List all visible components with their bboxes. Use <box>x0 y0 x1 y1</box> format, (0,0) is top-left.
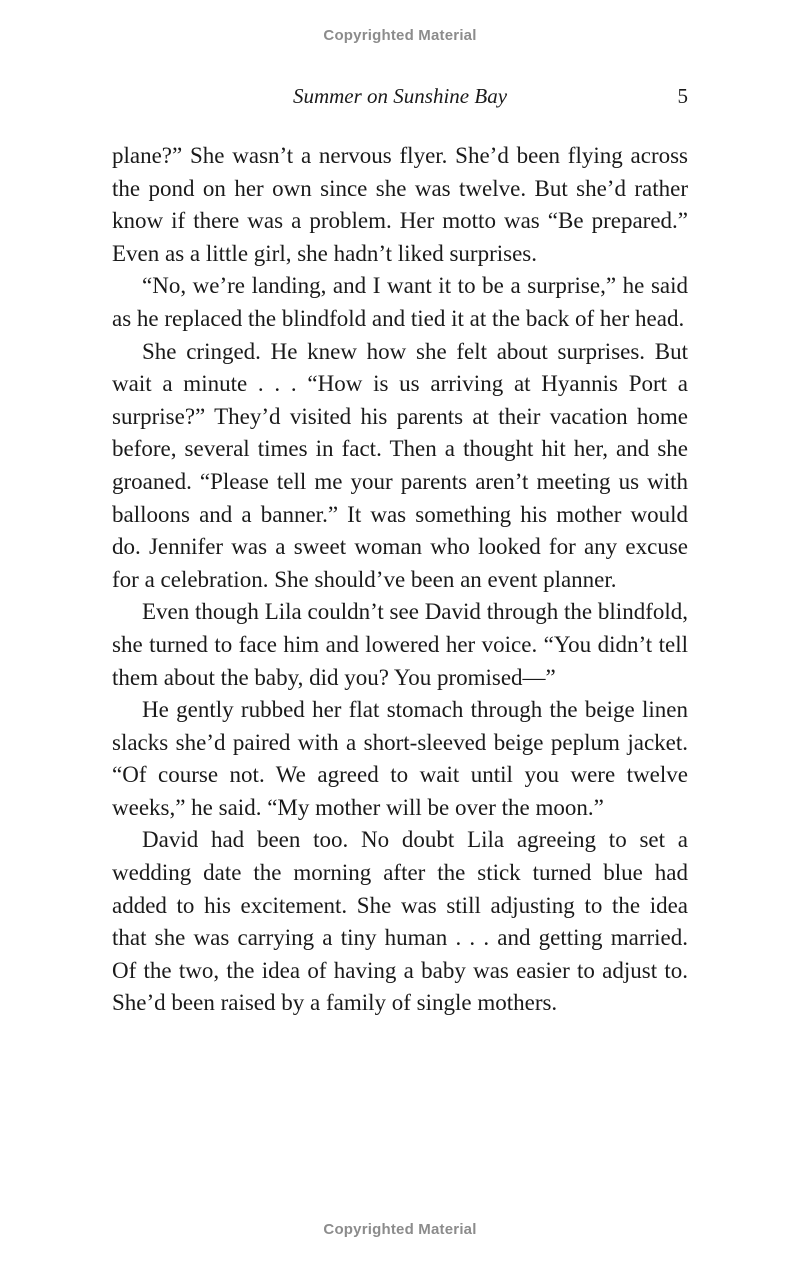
paragraph: She cringed. He knew how she felt about surprises. But wait a minute . . . “How is us arriving at Hyannis Port a surprise?” They’d visited his parents at their vacation home before, several times in fact. Then a thought hit her, and she groaned. “Please tell me your parents aren’t meeting us with balloons and a banner.” It was something his mother would do. Jennifer was a sweet woman who looked for any excuse for a celebration. She should’ve been an event planner. <box>112 338 688 592</box>
copyright-watermark-bottom: Copyrighted Material <box>323 1221 477 1238</box>
paragraph: David had been too. No doubt Lila agreeing to set a wedding date the morning after the stick turned blue had added to his excitement. She was still adjusting to the idea that she was carrying a tiny human . . . and getting married. Of the two, the idea of having a baby was easier to adjust to. She’d been raised by a family of single mothers. <box>112 827 688 1016</box>
body-text <box>112 140 688 1020</box>
copyright-watermark-top: Copyrighted Material <box>323 27 477 44</box>
running-head <box>112 82 688 112</box>
paragraph: He gently rubbed her flat stomach through the beige linen slacks she’d paired with a short-sleeved beige peplum jacket. “Of course not. We agreed to wait until you were twelve weeks,” he said. “My mother will be over the moon.” <box>112 697 688 820</box>
running-title: Summer on Sunshine Bay <box>292 84 508 108</box>
paragraph: Even though Lila couldn’t see David through the blindfold, she turned to face him and lowered her voice. “You didn’t tell them about the baby, did you? You promised—” <box>112 599 688 690</box>
paragraph: “No, we’re landing, and I want it to be a surprise,” he said as he replaced the blindfold and tied it at the back of her head. <box>112 273 688 331</box>
page-number: 5 <box>677 84 688 108</box>
paragraph: plane?” She wasn’t a nervous flyer. She’d been flying across the pond on her own since she was twelve. But she’d rather know if there was a problem. Her motto was “Be prepared.” Even as a little girl, she hadn’t liked surprises. <box>112 143 688 266</box>
